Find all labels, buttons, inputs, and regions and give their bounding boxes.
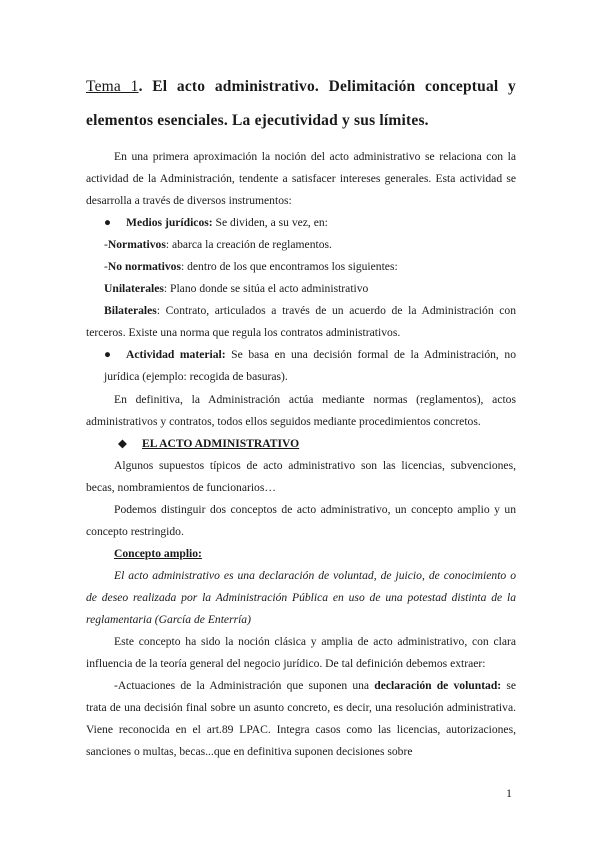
title-text: . El acto administrativo. Delimitación conceptual y elementos esenciales. La ejecutividad y sus límites. [86,78,516,129]
paragraph-definicion: El acto administrativo es una declaración de voluntad, de juicio, de conocimiento o de deseo realizada por la Administración Pública en uso de una potestad distinta de la reglamentaria (García de Enterría) [86,568,516,626]
paragraph-clasica: Este concepto ha sido la noción clásica y amplia de acto administrativo, con clara influencia de la teoría general del negocio jurídico. De tal definición debemos extraer: [86,635,516,671]
no-normativos-text: : dentro de los que encontramos los siguientes: [180,260,398,274]
paragraph-intro: En una primera aproximación la noción del acto administrativo se relaciona con la actividad de la Administración, tendente a satisfacer intereses generales. Esta actividad se desarrolla a través de diversos instrumentos: [86,150,516,208]
dash: - [104,238,108,252]
dash: - [104,260,108,274]
actuaciones-text: se trata de una decisión final sobre un asunto concreto, es decir, una resolución administrativa. Viene reconocida en el art.89 LPAC. Integra casos como las licencias, autorizaciones, sanciones o multas, becas...que en definitiva suponen decisiones sobre [86,679,516,759]
unilaterales-label: Unilaterales [104,282,164,296]
item-normativos [86,234,516,256]
paragraph-actuaciones [86,675,516,763]
bilaterales-text: : Contrato, articulados a través de un acuerdo de la Administración con terceros. Existe una norma que regula los contratos administrativos. [86,304,516,340]
medios-label: Medios jurídicos: [126,216,213,230]
actuaciones-label: declaración de voluntad: [374,679,502,693]
document-body [86,146,516,763]
bullet-medios [86,212,516,234]
paragraph-definitiva: En definitiva, la Administración actúa mediante normas (reglamentos), actos administrativos y contratos, todos ellos seguidos mediante procedimientos concretos. [86,392,516,428]
paragraph-supuestos: Algunos supuestos típicos de acto administrativo son las licencias, subvenciones, becas, nombramientos de funcionarios… [86,458,516,494]
bullet-actividad [86,344,516,388]
actividad-label: Actividad material: [126,348,226,362]
item-no-normativos [86,256,516,278]
title-prefix: Tema 1 [86,78,139,95]
unilaterales-text: : Plano donde se sitúa el acto administrativo [163,282,369,296]
subheading-concepto-amplio: Concepto amplio: [114,546,202,560]
diamond-icon: ◆ [118,436,127,450]
medios-text: Se dividen, a su vez, en: [212,216,328,230]
actuaciones-pre: -Actuaciones de la Administración que suponen una [114,679,375,693]
paragraph-distinguir: Podemos distinguir dos conceptos de acto administrativo, un concepto amplio y un concepto restringido. [86,502,516,538]
normativos-label: Normativos [107,238,166,252]
section-heading [86,433,516,455]
normativos-text: : abarca la creación de reglamentos. [165,238,332,252]
bullet-icon: ● [104,348,112,362]
actividad-text: Se basa en una decisión formal de la Administración, no jurídica (ejemplo: recogida de basuras). [104,348,516,384]
no-normativos-label: No normativos [107,260,181,274]
bilaterales-label: Bilaterales [104,304,157,318]
document-title [86,70,516,138]
heading-text: EL ACTO ADMINISTRATIVO [142,436,300,450]
item-bilaterales [86,300,516,344]
item-unilaterales [86,278,516,300]
page-number: 1 [506,786,512,800]
bullet-icon: ● [104,216,112,230]
